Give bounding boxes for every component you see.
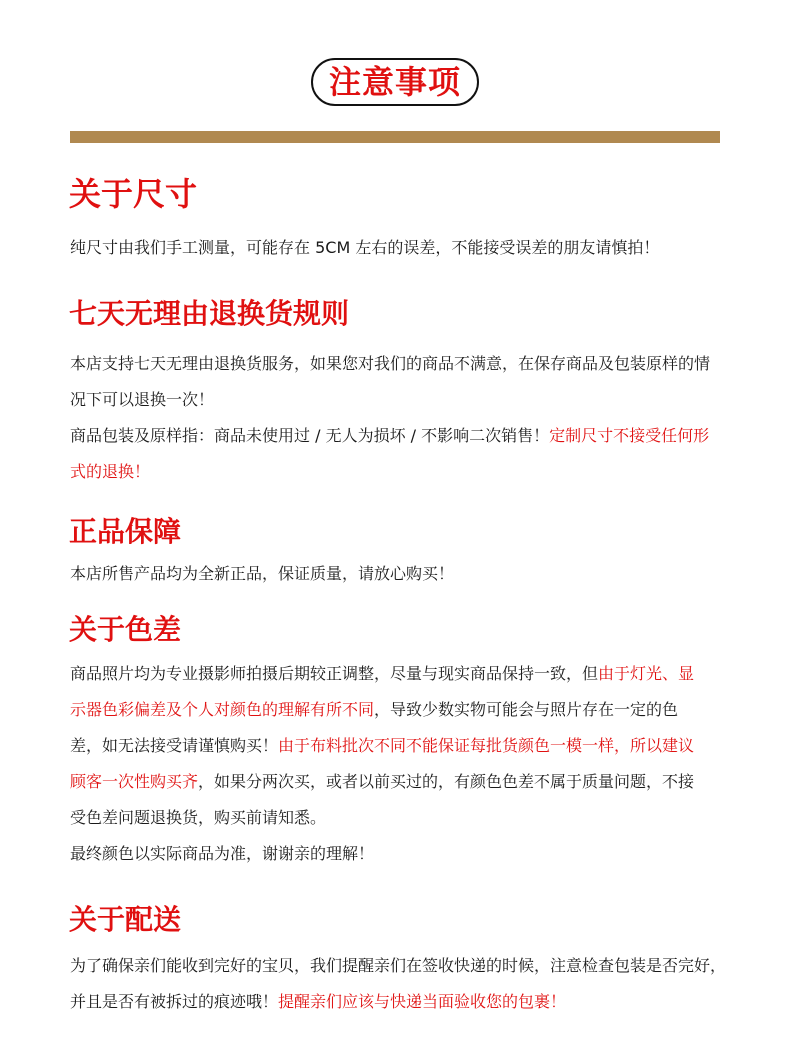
title-area — [0, 58, 790, 106]
color-warning-2: 由于布料批次不同不能保证每批货颜色一模一样，所以建议顾客一次性购买齐 — [70, 736, 695, 791]
color-warning-1: 由于灯光、显示器色彩偏差及个人对颜色的理解有所不同 — [70, 664, 695, 719]
returns-paragraph-1: 本店支持七天无理由退换货服务，如果您对我们的商品不满意，在保存商品及包装原样的情况下可以退换一次！ — [70, 354, 711, 409]
divider-bar — [70, 131, 720, 143]
color-text-2: ，导致少数实物可能会与照片存在一定的色差，如无法接受请谨慎购买！ — [70, 700, 679, 755]
color-text-1: 商品照片均为专业摄影师拍摄后期较正调整，尽量与现实商品保持一致，但 — [70, 664, 599, 683]
delivery-warning: 提醒亲们应该与快递当面验收您的包裹！ — [278, 992, 567, 1011]
size-text: 纯尺寸由我们手工测量，可能存在 5CM 左右的误差，不能接受误差的朋友请慎拍！ — [70, 238, 660, 257]
returns-rule-text: 商品包装及原样指：商品未使用过 / 无人为损坏 / 不影响二次销售！ — [70, 426, 550, 445]
delivery-text: 为了确保亲们能收到完好的宝贝，我们提醒亲们在签收快递的时候，注意检查包装是否完好，并且是否有被拆过的痕迹哦！ — [70, 956, 727, 1011]
returns-paragraph-2 — [70, 418, 710, 490]
quality-text: 本店所售产品均为全新正品，保证质量，请放心购买！ — [70, 564, 455, 583]
color-text-3: ，如果分两次买，或者以前买过的，有颜色色差不属于质量问题，不接受色差问题退换货，购买前请知悉。 — [70, 772, 695, 827]
returns-custom-warning: 定制尺寸不接受任何形式的退换！ — [70, 426, 710, 481]
size-heading: 关于尺寸 — [69, 175, 198, 213]
delivery-heading: 关于配送 — [69, 903, 182, 936]
page-title: 注意事项 — [311, 58, 479, 106]
quality-heading: 正品保障 — [69, 515, 182, 548]
color-heading: 关于色差 — [69, 613, 182, 646]
delivery-paragraph — [70, 948, 735, 1020]
color-paragraph-1 — [70, 656, 710, 836]
returns-heading: 七天无理由退换货规则 — [69, 297, 350, 330]
color-paragraph-2: 最终颜色以实际商品为准，谢谢亲的理解！ — [70, 844, 375, 863]
